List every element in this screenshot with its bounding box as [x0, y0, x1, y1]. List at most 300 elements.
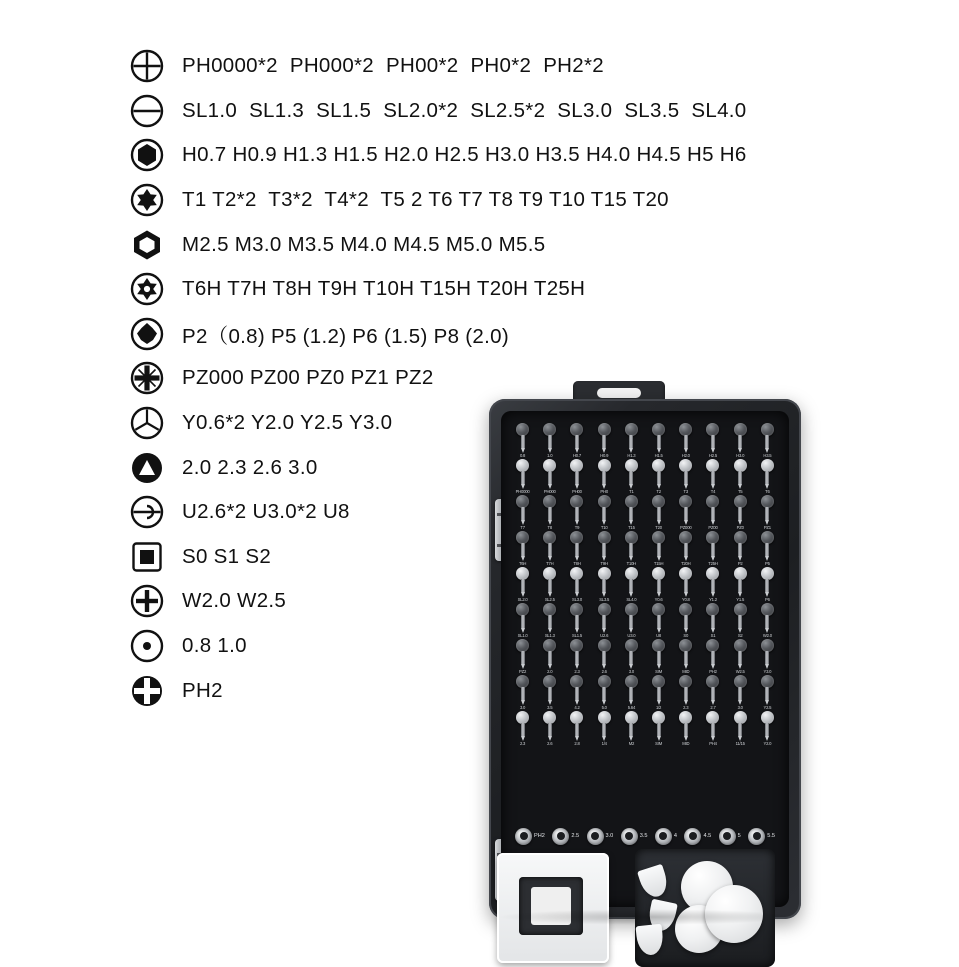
bit-label: PZ00	[708, 525, 718, 530]
bit-label: T1	[629, 489, 634, 494]
bit-label: PH0000	[515, 489, 530, 494]
bit-slot	[536, 637, 563, 673]
bit-shaft	[765, 687, 769, 700]
bit-shaft	[548, 615, 552, 628]
bit-slot	[727, 457, 754, 493]
bit-label: PH2	[709, 669, 717, 674]
bit-slot	[699, 637, 726, 673]
bit-slot	[645, 709, 672, 745]
bit-slot	[672, 529, 699, 565]
bit-shaft	[548, 471, 552, 484]
bit-slot	[509, 709, 536, 745]
bit-shaft	[602, 579, 606, 592]
bit-label: T15	[628, 525, 635, 530]
bit-slot	[727, 601, 754, 637]
bit-slot	[727, 421, 754, 457]
bit-shaft	[575, 687, 579, 700]
bit-slot	[618, 709, 645, 745]
bit-slot	[754, 709, 781, 745]
socket-ring-icon	[719, 828, 736, 845]
bit-label: Y0.6	[654, 597, 663, 602]
bit-slot	[563, 601, 590, 637]
bit-slot	[591, 637, 618, 673]
legend-row	[126, 89, 747, 134]
bit-shaft	[548, 507, 552, 520]
bit-label: 5.0	[601, 705, 607, 710]
bit-slot	[563, 709, 590, 745]
socket-slot	[684, 828, 711, 845]
bit-shaft	[521, 651, 525, 664]
bit-slot	[591, 457, 618, 493]
bit-label: 3.0	[737, 705, 743, 710]
bit-slot	[563, 637, 590, 673]
socket-label: PH2	[534, 833, 545, 839]
bit-slot	[618, 493, 645, 529]
socket-ring-icon	[621, 828, 638, 845]
bit-slot	[509, 565, 536, 601]
bit-slot	[699, 709, 726, 745]
bit-shaft	[575, 543, 579, 556]
bit-shaft	[548, 435, 552, 448]
bit-shaft	[711, 615, 715, 628]
bit-label: T8H	[573, 561, 581, 566]
bit-label: S0	[683, 633, 689, 638]
hex-filled-circle-icon	[126, 134, 168, 176]
bit-slot	[618, 421, 645, 457]
handle-compartment	[497, 853, 609, 963]
bit-label: M2	[628, 741, 635, 746]
legend-row	[126, 312, 686, 357]
bit-slot	[509, 673, 536, 709]
bit-slot	[536, 457, 563, 493]
bit-slot	[699, 493, 726, 529]
bit-slot	[727, 709, 754, 745]
bit-shaft	[765, 435, 769, 448]
legend-row-label: W2.0 W2.5	[182, 589, 287, 613]
bit-slot	[509, 493, 536, 529]
socket-ring-icon	[587, 828, 604, 845]
bit-shaft	[602, 723, 606, 736]
socket-label: 3.0	[605, 833, 614, 839]
legend-row	[126, 267, 686, 312]
legend-row-label: PZ000 PZ00 PZ0 PZ1 PZ2	[182, 366, 434, 390]
legend-row	[126, 133, 747, 178]
bit-shaft	[711, 651, 715, 664]
bit-label: 3.5	[547, 705, 553, 710]
bit-shaft	[521, 687, 525, 700]
bit-shaft	[738, 435, 742, 448]
driver-handle	[519, 877, 583, 935]
socket-ring-icon	[552, 828, 569, 845]
bit-shaft	[738, 651, 742, 664]
bit-label: SL3.5	[599, 597, 610, 602]
bit-label: S2	[737, 633, 743, 638]
bit-slot	[591, 565, 618, 601]
bit-label: T20	[655, 525, 662, 530]
bit-label: T8	[547, 525, 553, 530]
bit-shaft	[657, 615, 661, 628]
bit-shaft	[684, 507, 688, 520]
bit-slot	[536, 709, 563, 745]
tri-wing-circle-icon	[126, 402, 168, 444]
legend-row-label: M2.5 M3.0 M3.5 M4.0 M4.5 M5.0 M5.5	[182, 232, 546, 256]
legend-row-label: 2.0 2.3 2.6 3.0	[182, 455, 318, 479]
bit-shaft	[684, 615, 688, 628]
legend-row-label: PH0000*2 PH000*2 PH00*2 PH0*2 PH2*2	[182, 54, 604, 78]
bit-label: T15H	[653, 561, 664, 566]
bit-shaft	[765, 471, 769, 484]
bit-label: PZ000	[680, 525, 692, 530]
bit-shaft	[602, 543, 606, 556]
bit-label: SL3.0	[572, 597, 582, 602]
socket-label: 4	[673, 833, 678, 839]
bit-slot	[591, 421, 618, 457]
socket-slot	[587, 828, 614, 845]
dot-circle-icon	[126, 625, 168, 667]
legend-row-label: S0 S1 S2	[182, 544, 272, 568]
socket-ring-icon	[515, 828, 532, 845]
bit-label: H2.5	[708, 453, 718, 458]
bit-label: 2.7	[710, 705, 716, 710]
bit-slot	[536, 529, 563, 565]
bit-slot	[727, 637, 754, 673]
socket-slot	[748, 828, 775, 845]
bit-slot	[536, 601, 563, 637]
bit-shaft	[657, 723, 661, 736]
bit-label: Y3.0	[763, 669, 772, 674]
bit-slot	[754, 457, 781, 493]
bit-shaft	[684, 543, 688, 556]
bit-label: PH0	[600, 489, 608, 494]
bit-label: 1/4	[601, 741, 607, 746]
bit-shaft	[738, 543, 742, 556]
hang-hole	[597, 388, 641, 398]
bit-slot	[509, 457, 536, 493]
bit-shaft	[684, 687, 688, 700]
bit-slot	[509, 421, 536, 457]
bit-slot	[672, 565, 699, 601]
phillips-bold-icon	[126, 670, 168, 712]
bit-label: SL1.3	[544, 633, 555, 638]
bit-label: 2.3	[683, 705, 689, 710]
bit-label: T10	[600, 525, 608, 530]
legend-row-label: T6H T7H T8H T9H T10H T15H T20H T25H	[182, 277, 586, 301]
bit-label: T9	[574, 525, 580, 530]
bit-slot	[591, 601, 618, 637]
bit-slot	[618, 673, 645, 709]
bit-label: 0.8	[519, 453, 526, 458]
bit-label: P2	[737, 561, 743, 566]
bit-shaft	[521, 507, 525, 520]
bit-shaft	[521, 435, 525, 448]
bit-label: 2.8	[574, 741, 580, 746]
bit-shaft	[629, 723, 633, 736]
bit-shaft	[765, 615, 769, 628]
bit-label: 2.6	[601, 669, 607, 674]
u-shape-circle-icon	[126, 491, 168, 533]
pentalobe-circle-icon	[126, 313, 168, 355]
bit-slot	[591, 673, 618, 709]
bit-label: Y0.8	[681, 597, 690, 602]
bit-shaft	[548, 723, 552, 736]
bit-shaft	[629, 615, 633, 628]
bit-shaft	[657, 435, 661, 448]
bit-shaft	[765, 723, 769, 736]
bit-slot	[509, 601, 536, 637]
triangle-filled-icon	[126, 447, 168, 489]
bit-label: T9H	[600, 561, 608, 566]
socket-slot	[515, 828, 545, 845]
bit-label: SL1.0	[517, 633, 528, 638]
bit-slot	[536, 493, 563, 529]
bit-label: SIM	[655, 741, 663, 746]
bit-slot	[563, 673, 590, 709]
bit-label: H3.5	[763, 453, 772, 458]
bit-shaft	[629, 543, 633, 556]
bit-label: PZ0	[736, 525, 744, 530]
accessory-tray-right	[635, 849, 775, 967]
bit-shaft	[657, 543, 661, 556]
bit-slot	[727, 673, 754, 709]
bit-label: T20H	[681, 561, 691, 566]
bit-label: SL1.5	[572, 633, 582, 638]
bit-slot	[591, 529, 618, 565]
bit-label: P6	[765, 597, 770, 602]
bit-slot	[563, 565, 590, 601]
bit-label: MID	[682, 669, 690, 674]
bit-slot	[672, 709, 699, 745]
legend-row-label: P2（0.8) P5 (1.2) P6 (1.5) P8 (2.0)	[182, 324, 509, 348]
bit-label: 1/2	[655, 705, 662, 710]
bit-slot	[618, 457, 645, 493]
bit-label: Y2.5	[763, 705, 772, 710]
bit-shaft	[629, 687, 633, 700]
bit-slot	[536, 673, 563, 709]
bit-slot	[618, 637, 645, 673]
socket-ring-icon	[655, 828, 672, 845]
bit-slot	[699, 421, 726, 457]
bit-slot	[645, 457, 672, 493]
bit-slot	[672, 637, 699, 673]
precision-screwdriver-bit-case	[463, 381, 823, 926]
bit-shaft	[575, 435, 579, 448]
bit-shaft	[684, 471, 688, 484]
bit-shaft	[602, 471, 606, 484]
bit-label: H0.7	[572, 453, 582, 458]
bit-slot	[754, 673, 781, 709]
bit-slot	[509, 529, 536, 565]
bit-label: T7	[520, 525, 525, 530]
legend-row-label: SL1.0 SL1.3 SL1.5 SL2.0*2 SL2.5*2 SL3.0 SL3.5 SL4.0	[182, 98, 747, 122]
socket-slot	[655, 828, 677, 845]
bit-shaft	[765, 543, 769, 556]
bit-slot	[618, 565, 645, 601]
bit-label: U2.6	[600, 633, 609, 638]
socket-label: 5.5	[767, 833, 775, 839]
bit-slot	[754, 529, 781, 565]
bit-slot	[645, 493, 672, 529]
bit-slot	[699, 673, 726, 709]
socket-label: 5	[737, 833, 741, 839]
legend-row-label: T1 T2*2 T3*2 T4*2 T5 2 T6 T7 T8 T9 T10 T15 T20	[182, 188, 669, 212]
bit-shaft	[521, 615, 525, 628]
bit-label: SL2.5	[544, 597, 555, 602]
bit-label: 4.2	[574, 705, 580, 710]
socket-slot	[719, 828, 741, 845]
bit-shaft	[521, 723, 525, 736]
bit-label: S1	[710, 633, 716, 638]
bit-shaft	[711, 507, 715, 520]
socket-label: 3.5	[639, 833, 648, 839]
socket-row	[511, 819, 779, 853]
legend-row-label: PH2	[182, 678, 223, 702]
bit-label: H0.9	[600, 453, 609, 458]
bit-label: PZ2	[519, 669, 527, 674]
bit-shaft	[521, 543, 525, 556]
bit-shaft	[548, 687, 552, 700]
bit-slot	[645, 421, 672, 457]
bit-slot	[672, 493, 699, 529]
bit-slot	[672, 673, 699, 709]
socket-slot	[621, 828, 648, 845]
legend-row	[126, 44, 686, 89]
bit-shaft	[575, 507, 579, 520]
bit-shaft	[738, 579, 742, 592]
bit-shaft	[602, 651, 606, 664]
socket-slot	[552, 828, 579, 845]
bit-label: W2.5	[735, 669, 745, 674]
bit-shaft	[684, 723, 688, 736]
bit-slot	[563, 529, 590, 565]
bit-slot	[591, 709, 618, 745]
socket-ring-icon	[684, 828, 701, 845]
bit-label: MID	[682, 741, 690, 746]
bit-shaft	[711, 471, 715, 484]
legend-row-label: U2.6*2 U3.0*2 U8	[182, 500, 350, 524]
bit-label: Y1.2	[709, 597, 717, 602]
bit-label: H1.3	[627, 453, 636, 458]
bit-slot	[699, 601, 726, 637]
bit-shaft	[629, 651, 633, 664]
bit-shaft	[738, 615, 742, 628]
socket-ring-icon	[748, 828, 765, 845]
bit-label: T7H	[546, 561, 554, 566]
bit-shaft	[657, 507, 661, 520]
bit-slot	[672, 421, 699, 457]
bit-shaft	[711, 543, 715, 556]
bit-label: PH4	[709, 741, 717, 746]
bit-label: W2.0	[762, 633, 772, 638]
bit-shaft	[575, 471, 579, 484]
bit-shaft	[765, 507, 769, 520]
bit-shaft	[602, 435, 606, 448]
bit-slot	[727, 493, 754, 529]
bit-shaft	[629, 471, 633, 484]
bit-shaft	[711, 579, 715, 592]
square-filled-circle-icon	[126, 536, 168, 578]
bit-slot	[727, 529, 754, 565]
bit-slot	[591, 493, 618, 529]
pozidriv-circle-icon	[126, 357, 168, 399]
bit-slot	[509, 637, 536, 673]
bit-slot	[699, 565, 726, 601]
bit-label: 2.3	[519, 741, 526, 746]
phillips-circle-icon	[126, 45, 168, 87]
bit-label: SL4.0	[626, 597, 637, 602]
bit-shaft	[738, 723, 742, 736]
bit-label: H3.0	[736, 453, 745, 458]
bit-label: 1.0	[547, 453, 553, 458]
slotted-circle-icon	[126, 90, 168, 132]
case-interior	[501, 411, 789, 907]
bit-shaft	[711, 435, 715, 448]
bit-label: T2	[656, 489, 661, 494]
bit-label: 3.0	[628, 669, 635, 674]
pry-pick-tool	[637, 864, 671, 901]
bit-grid	[509, 419, 781, 815]
bit-label: PH000	[543, 489, 556, 494]
torx-circle-icon	[126, 179, 168, 221]
bit-shaft	[575, 579, 579, 592]
bit-shaft	[575, 723, 579, 736]
bit-slot	[563, 421, 590, 457]
pry-pick-tool	[636, 924, 665, 957]
bit-label: T25H	[708, 561, 718, 566]
bit-label: H1.5	[654, 453, 663, 458]
bit-shaft	[765, 579, 769, 592]
bit-shaft	[657, 687, 661, 700]
bit-label: 2.0	[547, 669, 553, 674]
bit-label: T4	[710, 489, 716, 494]
bit-label: T10H	[626, 561, 637, 566]
bit-label: Y2.0	[763, 741, 772, 746]
bit-label: SL2.0	[517, 597, 528, 602]
bit-shaft	[629, 579, 633, 592]
bit-shaft	[602, 615, 606, 628]
bit-slot	[563, 493, 590, 529]
bit-shaft	[575, 615, 579, 628]
bit-shaft	[629, 435, 633, 448]
bit-slot	[645, 565, 672, 601]
legend-row	[126, 222, 686, 267]
bit-shaft	[765, 651, 769, 664]
bit-shaft	[711, 723, 715, 736]
bit-slot	[618, 601, 645, 637]
bit-slot	[645, 529, 672, 565]
bit-label: PH00	[572, 489, 582, 494]
legend-row-label: Y0.6*2 Y2.0 Y2.5 Y3.0	[182, 411, 393, 435]
bit-slot	[699, 529, 726, 565]
bit-slot	[754, 565, 781, 601]
legend-row-label: H0.7 H0.9 H1.3 H1.5 H2.0 H2.5 H3.0 H3.5 H4.0 H4.5 H5 H6	[182, 143, 747, 167]
bit-label: 11/15	[735, 741, 745, 746]
bit-slot	[754, 637, 781, 673]
bit-slot	[754, 601, 781, 637]
bit-shaft	[684, 579, 688, 592]
bit-shaft	[575, 651, 579, 664]
bit-label: SIM	[655, 669, 663, 674]
bit-label: 2.3	[574, 669, 580, 674]
bit-slot	[754, 421, 781, 457]
hex-socket-icon	[126, 224, 168, 266]
case-body	[489, 399, 801, 919]
bit-label: P5	[765, 561, 770, 566]
bit-slot	[672, 457, 699, 493]
bit-slot	[536, 565, 563, 601]
bit-slot	[645, 637, 672, 673]
bit-label: T3	[683, 489, 689, 494]
bit-slot	[645, 673, 672, 709]
